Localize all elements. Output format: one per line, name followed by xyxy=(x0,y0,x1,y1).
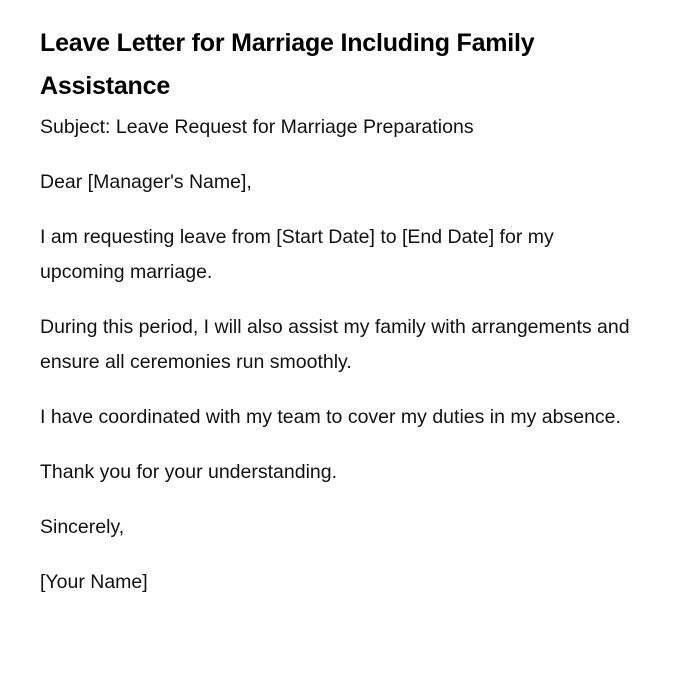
letter-greeting: Dear [Manager's Name], xyxy=(40,171,252,193)
letter-paragraph-request: I am requesting leave from [Start Date] to [End Date] for my upcoming marriage. xyxy=(40,226,554,283)
letter-closing: Sincerely, xyxy=(40,516,125,538)
letter-paragraph-family: During this period, I will also assist my family with arrangements and ensure all ceremonies run smoothly. xyxy=(40,316,630,373)
letter-paragraph-coverage: I have coordinated with my team to cover my duties in my absence. xyxy=(40,406,621,428)
letter-subject: Subject: Leave Request for Marriage Preparations xyxy=(40,116,474,138)
letter-title: Leave Letter for Marriage Including Family Assistance xyxy=(40,29,535,100)
letter-signature: [Your Name] xyxy=(40,571,148,593)
letter-thanks: Thank you for your understanding. xyxy=(40,461,338,483)
